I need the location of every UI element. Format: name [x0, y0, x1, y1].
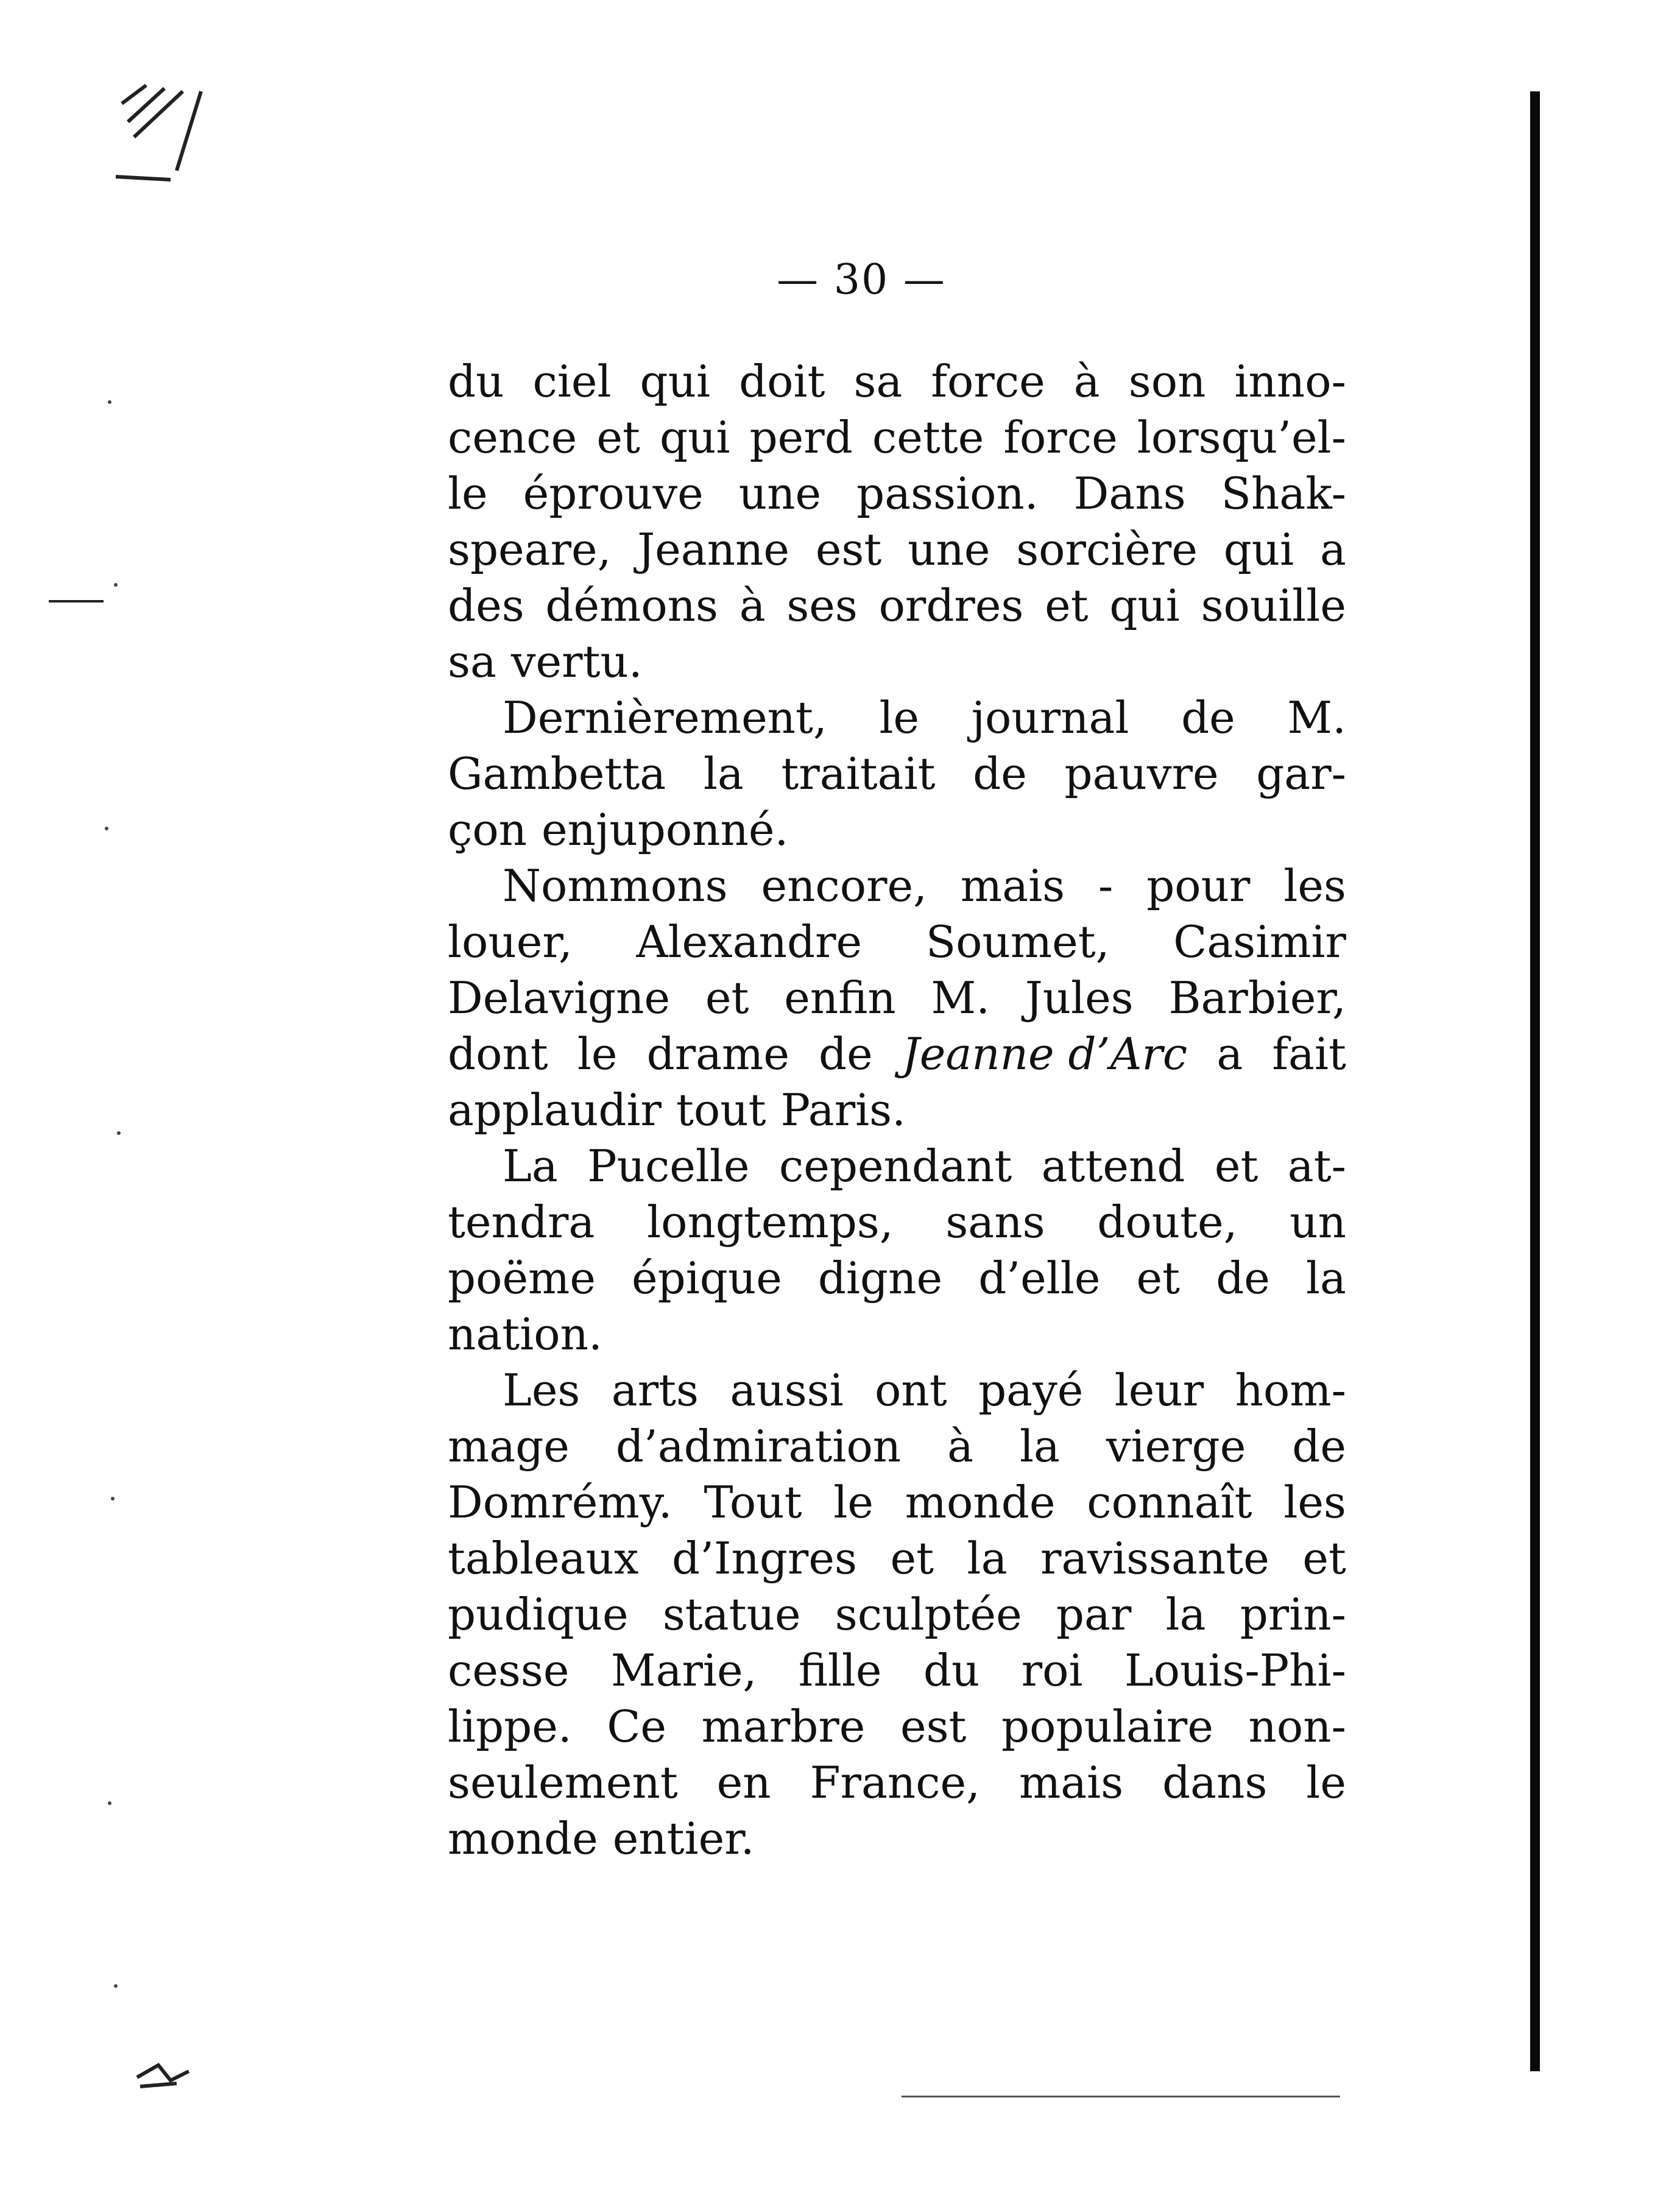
text-line	[448, 1026, 1346, 1082]
text-word: de	[1216, 1252, 1270, 1304]
text-word: monde	[448, 1813, 598, 1864]
text-word: Casimir	[1173, 916, 1346, 967]
text-word: lippe.	[448, 1701, 572, 1752]
text-word: drame	[646, 1028, 789, 1079]
text-word: pour	[1146, 860, 1251, 911]
text-line	[448, 1418, 1346, 1474]
text-word: enjuponné.	[542, 804, 789, 855]
text-word: et	[1214, 1140, 1258, 1192]
text-word: statue	[662, 1589, 801, 1640]
text-word: à	[947, 1421, 974, 1472]
text-line	[448, 746, 1346, 802]
text-word: cependant	[778, 1140, 1012, 1192]
text-word: attend	[1041, 1140, 1185, 1192]
text-line	[448, 465, 1346, 521]
text-word: cette	[872, 412, 984, 463]
text-line	[448, 1530, 1346, 1586]
text-line	[448, 1642, 1346, 1698]
text-word: force	[931, 356, 1045, 407]
text-word: à	[739, 580, 766, 631]
text-word: qui	[1109, 580, 1180, 631]
bottom-edge-line	[902, 2096, 1340, 2097]
text-word: marbre	[701, 1701, 866, 1752]
text-word: qui	[1223, 524, 1294, 575]
text-word: doit	[739, 356, 825, 407]
text-word: ordres	[878, 580, 1024, 631]
text-word: hom-	[1235, 1365, 1346, 1416]
text-word: fait	[1272, 1028, 1346, 1079]
text-word: cence	[448, 412, 577, 463]
text-word: arts	[611, 1365, 699, 1416]
text-line	[448, 1362, 1346, 1418]
text-word: a	[1320, 524, 1346, 575]
text-word: poëme	[448, 1252, 596, 1304]
text-word: M.	[931, 972, 990, 1023]
text-word: qui	[640, 356, 711, 407]
text-word: et	[1136, 1252, 1181, 1304]
text-word: Nommons	[503, 860, 728, 911]
text-word: qui	[659, 412, 730, 463]
text-word: des	[448, 580, 524, 631]
text-word: pauvre	[1064, 748, 1219, 799]
text-word: la	[1019, 1421, 1060, 1472]
text-word: d’elle	[978, 1252, 1101, 1304]
text-word: la	[967, 1533, 1008, 1584]
text-word: Marie,	[610, 1645, 757, 1696]
text-word: une	[738, 468, 822, 519]
text-line	[448, 1306, 1346, 1362]
text-line	[448, 1754, 1346, 1811]
text-line	[448, 1698, 1346, 1754]
text-word: entier.	[612, 1813, 755, 1864]
text-word: doute,	[1097, 1196, 1238, 1248]
text-word: souille	[1201, 580, 1346, 631]
text-word: traitait	[781, 748, 936, 799]
text-word: du	[448, 356, 504, 407]
text-word: du	[923, 1645, 980, 1696]
text-word: la	[1165, 1589, 1206, 1640]
text-word: vierge	[1106, 1421, 1246, 1472]
text-word: çon	[448, 804, 528, 855]
text-line	[448, 802, 1346, 858]
text-line	[448, 690, 1346, 746]
text-word: Barbier,	[1168, 972, 1346, 1023]
text-line	[448, 1194, 1346, 1250]
text-word: et	[1302, 1533, 1346, 1584]
text-word: son	[1128, 356, 1206, 407]
text-word: a	[1216, 1028, 1243, 1079]
text-word: à	[1073, 356, 1100, 407]
text-line	[448, 1586, 1346, 1642]
text-word: Alexandre	[636, 916, 863, 967]
text-word: et	[890, 1533, 934, 1584]
text-word: épique	[632, 1252, 782, 1304]
text-word: d’Ingres	[672, 1533, 857, 1584]
text-word: les	[1283, 860, 1346, 911]
text-word: digne	[817, 1252, 943, 1304]
text-word: lorsqu’el-	[1137, 412, 1346, 463]
text-line	[448, 1250, 1346, 1306]
text-word: Les	[503, 1365, 581, 1416]
text-word: de	[1181, 692, 1235, 743]
text-word: Ce	[607, 1701, 667, 1752]
text-word: prin-	[1240, 1589, 1346, 1640]
text-word: Soumet,	[925, 916, 1110, 967]
text-word: applaudir	[448, 1084, 662, 1136]
text-word: non-	[1248, 1701, 1346, 1752]
text-word: Jeanne d’Arc	[902, 1028, 1188, 1079]
text-line	[448, 1082, 1346, 1138]
text-word: la	[1305, 1252, 1346, 1304]
text-word: ont	[875, 1365, 947, 1416]
text-line	[448, 634, 1346, 690]
text-word: cesse	[448, 1645, 570, 1696]
text-line	[448, 521, 1346, 578]
text-word: et	[705, 972, 749, 1023]
text-word: aussi	[730, 1365, 844, 1416]
text-word: speare,	[448, 524, 612, 575]
text-word: Dans	[1073, 468, 1186, 519]
text-word: dont	[448, 1028, 548, 1079]
text-word: sculptée	[835, 1589, 1022, 1640]
text-word: ravissante	[1040, 1533, 1269, 1584]
text-word: nation.	[448, 1309, 602, 1360]
text-word: Jeanne	[637, 524, 790, 575]
text-word: gar-	[1256, 748, 1346, 799]
text-word: monde	[905, 1477, 1056, 1528]
text-word: sa	[853, 356, 903, 407]
text-word: passion.	[856, 468, 1039, 519]
text-line	[448, 1811, 1346, 1867]
binding-edge	[1530, 91, 1540, 2071]
margin-specks	[91, 341, 152, 2108]
text-word: encore,	[761, 860, 928, 911]
text-word: leur	[1114, 1365, 1204, 1416]
text-word: le	[577, 1028, 618, 1079]
text-word: enfin	[784, 972, 896, 1023]
text-word: inno-	[1234, 356, 1346, 407]
text-word: les	[1283, 1477, 1346, 1528]
text-word: et	[1045, 580, 1089, 631]
text-word: le	[879, 692, 920, 743]
text-word: La	[503, 1140, 558, 1192]
text-word: de	[1292, 1421, 1346, 1472]
text-word: une	[908, 524, 990, 575]
text-word: Tout	[704, 1477, 802, 1528]
text-word: de	[973, 748, 1027, 799]
text-word: tendra	[448, 1196, 595, 1248]
text-word: fille	[798, 1645, 882, 1696]
text-word: longtemps,	[647, 1196, 894, 1248]
text-word: Domrémy.	[448, 1477, 672, 1528]
text-word: France,	[810, 1757, 981, 1808]
text-word: par	[1056, 1589, 1132, 1640]
text-word: en	[716, 1757, 771, 1808]
text-word: payé	[978, 1365, 1084, 1416]
text-word: force	[1003, 412, 1118, 463]
text-line	[448, 858, 1346, 914]
text-word: la	[703, 748, 744, 799]
text-word: ciel	[532, 356, 612, 407]
text-word: et	[596, 412, 640, 463]
text-word: ses	[786, 580, 858, 631]
text-word: démons	[545, 580, 718, 631]
text-line	[448, 409, 1346, 465]
text-word: M.	[1287, 692, 1346, 743]
text-word: le	[833, 1477, 874, 1528]
text-word: populaire	[1001, 1701, 1213, 1752]
text-word: dans	[1162, 1757, 1268, 1808]
text-word: at-	[1287, 1140, 1346, 1192]
text-word: Pucelle	[587, 1140, 750, 1192]
text-word: perd	[749, 412, 853, 463]
text-word: Louis-Phi-	[1124, 1645, 1346, 1696]
text-word: tout	[676, 1084, 766, 1136]
text-word: sorcière	[1016, 524, 1198, 575]
text-word: Paris.	[780, 1084, 906, 1136]
text-word: Gambetta	[448, 748, 666, 799]
text-word: pudique	[448, 1589, 629, 1640]
text-line	[448, 914, 1346, 970]
text-word: vertu.	[510, 636, 643, 687]
page-number: — 30 —	[777, 256, 946, 304]
text-word: est	[900, 1701, 967, 1752]
text-line	[448, 1474, 1346, 1530]
text-word: mais	[1018, 1757, 1124, 1808]
text-word: sans	[945, 1196, 1045, 1248]
text-word: roi	[1021, 1645, 1083, 1696]
text-word: Delavigne	[448, 972, 671, 1023]
text-word: connaît	[1087, 1477, 1252, 1528]
text-word: est	[815, 524, 882, 575]
text-word: Jules	[1025, 972, 1134, 1023]
text-word: mais	[960, 860, 1065, 911]
text-word: le	[1306, 1757, 1346, 1808]
text-word: de	[819, 1028, 873, 1079]
text-word: louer,	[448, 916, 573, 967]
text-word: journal	[971, 692, 1129, 743]
body-text	[448, 353, 1346, 1867]
text-word: d’admiration	[615, 1421, 902, 1472]
ink-scribble-mark	[110, 79, 219, 189]
text-word: mage	[448, 1421, 570, 1472]
text-word: tableaux	[448, 1533, 639, 1584]
text-line	[448, 970, 1346, 1026]
text-word: Shak-	[1221, 468, 1346, 519]
text-word: éprouve	[523, 468, 704, 519]
text-line	[448, 1138, 1346, 1194]
text-line	[448, 578, 1346, 634]
text-line	[448, 353, 1346, 409]
text-word: Dernièrement,	[503, 692, 827, 743]
text-word: seulement	[448, 1757, 678, 1808]
text-word: le	[448, 468, 488, 519]
text-word: sa	[448, 636, 496, 687]
text-word: -	[1098, 860, 1114, 911]
text-word: un	[1290, 1196, 1346, 1248]
